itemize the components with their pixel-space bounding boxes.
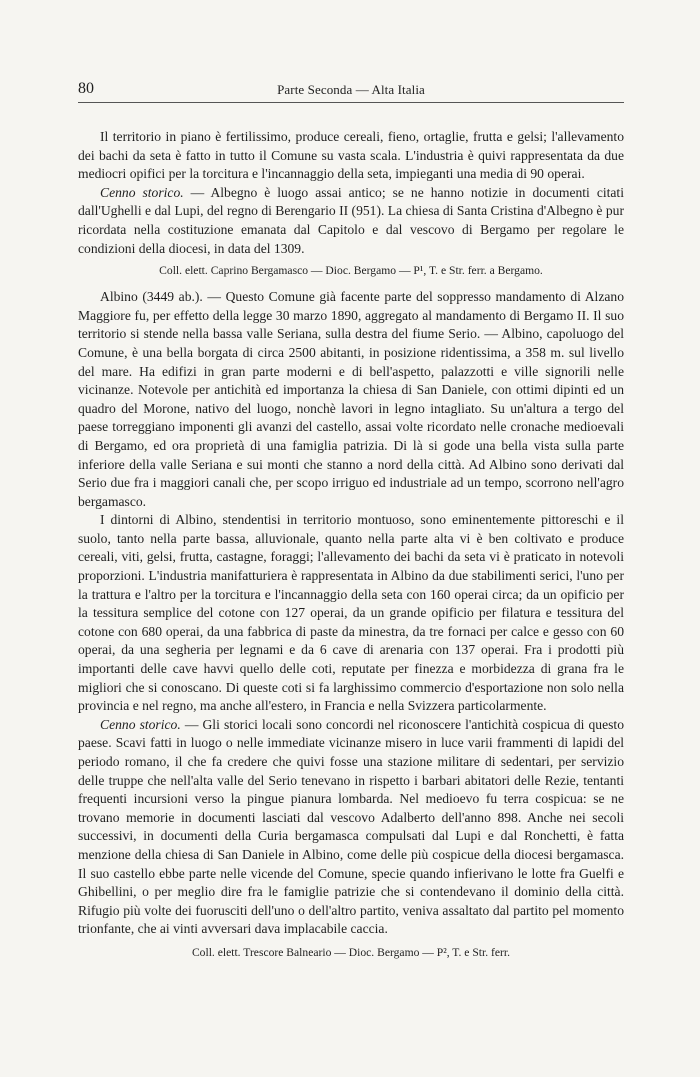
electoral-note: Coll. elett. Caprino Bergamasco — Dioc. Bergamo — P¹, T. e Str. ferr. a Bergamo. [159,264,543,278]
paragraph-text: — Albegno è luogo assai antico; se ne hanno notizie in documenti citati dall'Ughelli e dal Lupi, del regno di Berengario II (951). La chiesa di Santa Cristina d'Albegno è pur ricordata nella costituzione emanata dal Capitolo e dal vescovo di Bergamo per regolare le condizioni della diocesi, in data del 1309. [78,184,624,256]
paragraph-albino-history [78,716,624,939]
paragraph-territory: Il territorio in piano è fertilissimo, produce cereali, fieno, ortaglie, frutta e gelsi; l'allevamento dei bachi da seta è fatto in tutto il Comune su vasta scala. L'industria è quivi rappresentata da due mediocri opifici per la torcitura e l'incannaggio della seta, impieganti una media di 90 operai. [78,129,624,182]
paragraph-albino: Albino (3449 ab.). — Questo Comune già facente parte del soppresso mandamento di Alzano Maggiore fu, per effetto della legge 30 marzo 1890, aggregato al mandamento di Bergamo II. Il suo territorio si stende nella bassa valle Seriana, sulla destra del fiume Serio. — Albino, capoluogo del Comune, è una bella borgata di circa 2500 abitanti, in posizione ridentissima, a 358 m. sul livello del mare. Ha edifizi in gran parte moderni e di bell'aspetto, palazzotti e ville signorili nelle vicinanze. Notevole per antichità ed importanza la chiesa di San Daniele, con ottimi dipinti ed un quadro del Morone, nativo del luogo, nonchè lavori in legno intagliato. Su un'altura a tergo del paese torreggiano imponenti gli avanzi del castello, assai volte ricordato nelle cronache medioevali di Bergamo, ed ora proprietà di una famiglia patrizia. Di là si gode una bella vista sulla parte inferiore della valle Seriana e sui monti che stanno a nord della città. Ad Albino sono derivati dal Serio due fra i maggiori canali che, per scopo irriguo ed industriale ad un tempo, scorrono nell'agro bergamasco. [78,289,624,509]
page-number: 80 [78,80,94,97]
page-header [78,80,624,103]
page-body [78,128,624,961]
running-title: Parte Seconda — Alta Italia [277,82,425,97]
paragraph-albegno-history [78,184,624,258]
section-lead: Cenno storico. [100,184,184,200]
paragraph-text: — Gli storici locali sono concordi nel riconoscere l'antichità cospicua di questo paese. Scavi fatti in luogo o nelle immediate vicinanze misero in luce varii frammenti di lapidi del periodo romano, il che fa credere che quivi fosse una stazione militare di sedentari, per servizio delle truppe che nell'alta valle del Serio tenevano in rispetto i barbari abitatori delle Rezie, tentanti frequenti incursioni verso la pingue pianura lombarda. Nel medioevo fu terra cospicua: se ne trovano memorie in documenti lasciati dal vescovo Adalberto dell'anno 898. Anche nei secoli successivi, in documenti della Curia bergamasca compulsati dal Lupi e dal Ronchetti, è fatta menzione della chiesa di San Daniele in Albino, come delle più cospicue della diocesi bergamasca. Il suo castello ebbe parte nelle vicende del Comune, specie quando infierivano le lotte fra Guelfi e Ghibellini, o per meglio dire fra le famiglie patrizie che si contendevano il dominio della città. Rifugio più volte dei fuorusciti dell'uno o dell'altro partito, veniva assaltato dal partito pel momento trionfante, che ai vinti avversari dava implacabile caccia. [78,716,624,937]
section-lead: Cenno storico. [100,716,181,732]
paragraph-albino-surroundings: I dintorni di Albino, stendentisi in territorio montuoso, sono eminentemente pittoreschi e il suolo, tanto nella parte bassa, alluvionale, quanto nella parte alta vi è ben coltivato e produce cereali, viti, gelsi, frutta, castagne, foraggi; l'allevamento dei bachi da seta vi è praticato in notevoli proporzioni. L'industria manifatturiera è rappresentata in Albino da due stabilimenti serici, l'uno per la trattura e l'altro per la torcitura e l'incannaggio della seta con 160 operai circa; da un opificio per la tessitura semplice del cotone con 127 operai, da un grande opificio per filatura e tessitura del cotone con 680 operai, da una fabbrica di paste da minestra, da tre fornaci per calce e gesso con 60 operai, da una segheria per legnami e da 6 cave di arenaria con 137 operai. Fra i prodotti più importanti delle cave havvi quello delle coti, reputate per finezza e morbidezza di grana fra le migliori che si conoscano. Di queste coti si fa larghissimo commercio d'esportazione non solo nella provincia e nel regno, ma anche all'estero, in Francia e nella Svizzera particolarmente. [78,512,624,714]
electoral-note: Coll. elett. Trescore Balneario — Dioc. Bergamo — P², T. e Str. ferr. [191,945,511,959]
